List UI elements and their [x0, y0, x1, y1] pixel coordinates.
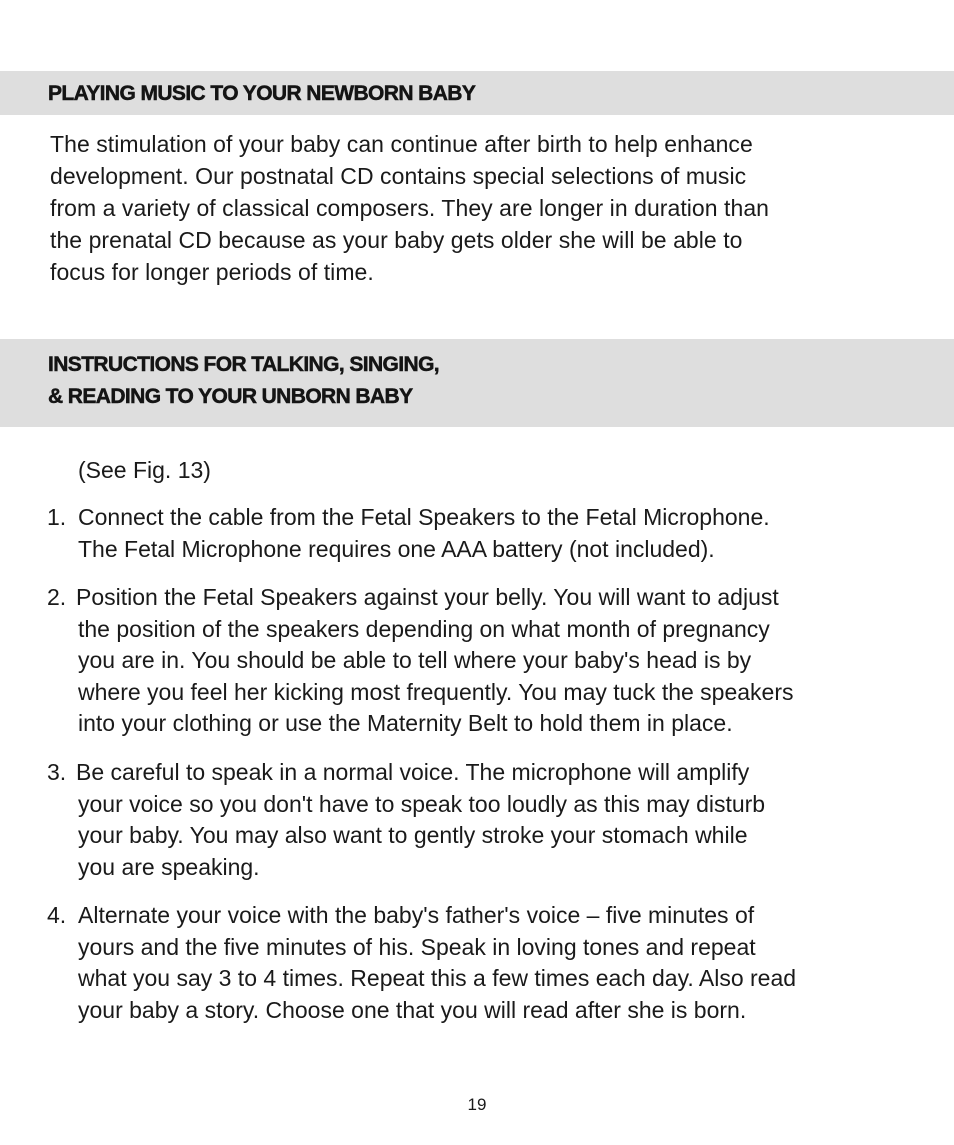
step-number: 1. — [47, 504, 67, 530]
paragraph-line: focus for longer periods of time. — [50, 259, 374, 285]
step-number: 3. — [47, 759, 67, 785]
step-line — [47, 900, 927, 932]
instruction-step-4 — [47, 900, 927, 1026]
step-text: Be careful to speak in a normal voice. The microphone will amplify — [76, 759, 750, 785]
paragraph-line: development. Our postnatal CD contains special selections of music — [50, 163, 747, 189]
instruction-step-3 — [47, 757, 927, 883]
paragraph-line: The stimulation of your baby can continue after birth to help enhance — [50, 131, 753, 157]
section-heading-band-instructions — [0, 339, 954, 427]
step-text: Position the Fetal Speakers against your belly. You will want to adjust — [76, 584, 779, 610]
step-line — [47, 502, 927, 534]
paragraph-line: the prenatal CD because as your baby gets older she will be able to — [50, 227, 743, 253]
step-line: you are in. You should be able to tell where your baby's head is by — [78, 647, 752, 674]
step-line: into your clothing or use the Maternity Belt to hold them in place. — [78, 710, 733, 737]
step-line: The Fetal Microphone requires one AAA battery (not included). — [78, 535, 715, 562]
step-line: your baby. You may also want to gently stroke your stomach while — [78, 822, 748, 849]
step-line — [47, 757, 927, 789]
step-line — [47, 582, 927, 614]
step-line: where you feel her kicking most frequently. You may tuck the speakers — [78, 678, 794, 705]
section-heading-band-music — [0, 71, 954, 115]
section-heading-music — [48, 78, 475, 110]
section-heading-line: INSTRUCTIONS FOR TALKING, SINGING, — [48, 353, 440, 376]
step-line: the position of the speakers depending on what month of pregnancy — [78, 615, 770, 642]
step-text: Alternate your voice with the baby's father's voice – five minutes of — [78, 902, 755, 928]
instruction-step-2 — [47, 582, 927, 740]
step-line: you are speaking. — [78, 853, 260, 880]
step-text: Connect the cable from the Fetal Speakers to the Fetal Microphone. — [78, 504, 770, 530]
step-number: 2. — [47, 584, 67, 610]
step-line: yours and the five minutes of his. Speak in loving tones and repeat — [78, 933, 756, 960]
instruction-step-1 — [47, 502, 927, 565]
paragraph-line: from a variety of classical composers. They are longer in duration than — [50, 195, 770, 221]
section-heading-music-text: PLAYING MUSIC TO YOUR NEWBORN BABY — [48, 82, 476, 105]
step-line: your baby a story. Choose one that you will read after she is born. — [78, 996, 747, 1023]
figure-reference: (See Fig. 13) — [78, 457, 211, 483]
step-line: your voice so you don't have to speak too loudly as this may disturb — [78, 790, 766, 817]
step-number: 4. — [47, 902, 67, 928]
step-line: what you say 3 to 4 times. Repeat this a few times each day. Also read — [78, 965, 797, 992]
section-heading-line: & READING TO YOUR UNBORN BABY — [48, 385, 413, 408]
section-heading-instructions — [48, 349, 439, 413]
music-paragraph — [50, 128, 910, 288]
page-number: 19 — [467, 1095, 487, 1114]
